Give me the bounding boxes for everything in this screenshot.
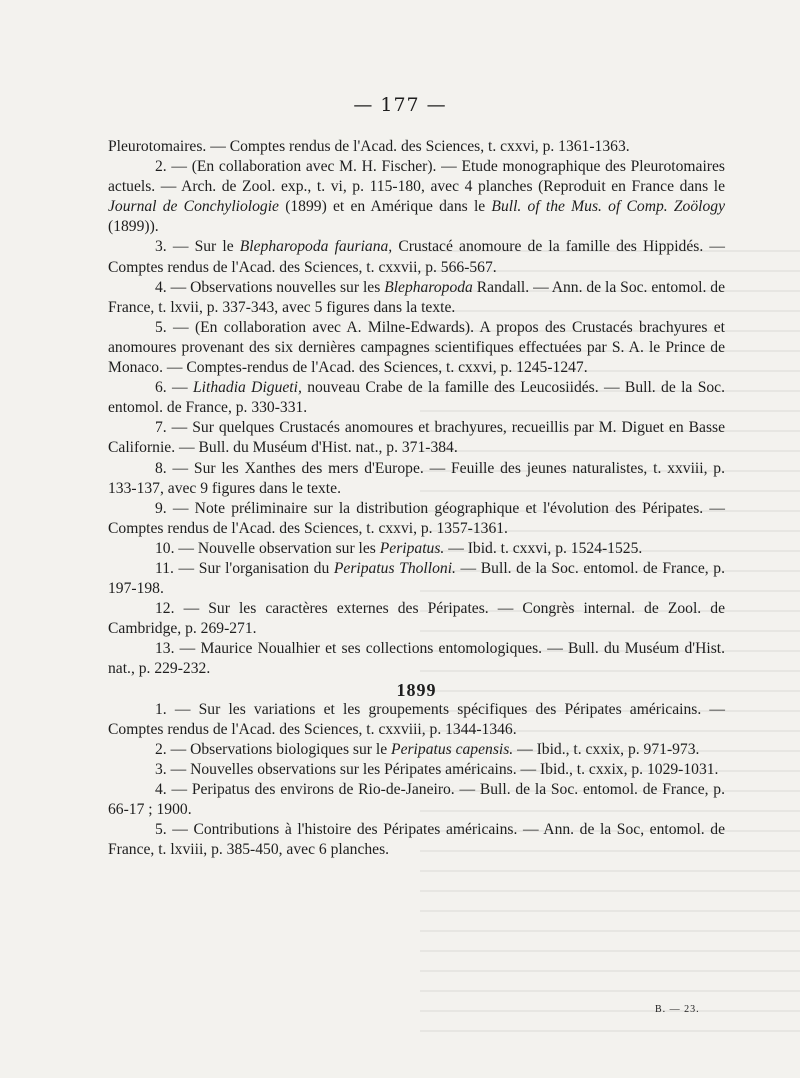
bibliography-entry [108, 137, 725, 157]
entry-text: 13. — Maurice Noualhier et ses collections entomologiques. — Bull. du Muséum d'Hist. nat., p. 229-232. [108, 640, 725, 678]
entry-text: Pleurotomaires. — Comptes rendus de l'Acad. des Sciences, t. cxxvi, p. 1361-1363. [108, 138, 630, 155]
entry-italic-title: Peripatus. [379, 539, 445, 557]
entry-italic-title: Blepharopoda [384, 278, 473, 296]
entry-italic-title: Peripatus capensis. [391, 740, 514, 758]
section-1899-entries [108, 700, 725, 861]
entry-text: Randall. — Ann. de la Soc. entomol. de France, t. lxvii, p. 337-343, avec 5 figures dans la texte. [108, 278, 726, 316]
entry-text: (1899)). [108, 218, 159, 236]
bibliography-entry [108, 539, 725, 559]
section-1898-entries [108, 137, 725, 680]
entry-italic-title: Peripatus Tholloni. [333, 559, 456, 577]
bibliography-entry [108, 780, 725, 820]
bibliography-entry [108, 599, 725, 639]
entry-italic-title: Blepharopoda fauriana, [239, 238, 393, 256]
entry-text: 1. — Sur les variations et les groupements spécifiques des Péripates américains. — Comptes rendus de l'Acad. des Sciences, t. cxxviii, p. 1344-1346. [108, 700, 725, 738]
bibliography-entry [108, 499, 725, 539]
entry-text: (1899) et en Amérique dans le [278, 198, 492, 216]
entry-italic-title: Lithadia Digueti, [192, 379, 302, 397]
bibliography-entry [108, 740, 725, 760]
entry-text: 6. — [155, 379, 193, 397]
entry-text: Crustacé anomoure de la famille des Hippidés. — Comptes rendus de l'Acad. des Sciences, t. cxxvii, p. 566-567. [108, 238, 725, 276]
signature-mark: B. — 23. [655, 1004, 700, 1015]
bibliography-entry [108, 237, 725, 277]
bibliography-entry [108, 700, 725, 740]
entry-text: nouveau Crabe de la famille des Leucosiidés. — Bull. de la Soc. entomol. de France, p. 330-331. [108, 379, 725, 417]
entry-text: 12. — Sur les caractères externes des Péripates. — Congrès internal. de Zool. de Cambridge, p. 269-271. [108, 600, 725, 638]
entry-text: — Ibid., t. cxxix, p. 971-973. [513, 740, 700, 758]
entry-text: 5. — Contributions à l'histoire des Péripates américains. — Ann. de la Soc, entomol. de France, t. lxviii, p. 385-450, avec 6 planches. [108, 821, 725, 859]
entry-text: 10. — Nouvelle observation sur les [155, 539, 380, 557]
bibliography-entry [108, 639, 725, 679]
bibliography-entry [108, 820, 725, 860]
bibliography-entry [108, 318, 725, 378]
page-number-header: — 177 — [353, 94, 447, 116]
entry-text: 11. — Sur l'organisation du [155, 559, 334, 577]
entry-text: 4. — Peripatus des environs de Rio-de-Janeiro. — Bull. de la Soc. entomol. de France, p. 66-17 ; 1900. [108, 781, 725, 819]
bibliography-entry [108, 418, 725, 458]
entry-italic-title: Bull. of the Mus. of Comp. Zoölogy [491, 198, 725, 216]
entry-text: — Bull. de la Soc. entomol. de France, p. 197-198. [108, 559, 725, 598]
entry-text: — Ibid. t. cxxvi, p. 1524-1525. [444, 539, 643, 557]
entry-text: 3. — Nouvelles observations sur les Péripates américains. — Ibid., t. cxxix, p. 1029-1031. [155, 760, 719, 778]
bibliography-entry [108, 760, 725, 780]
bibliography-entry [108, 459, 725, 499]
entry-text: 2. — (En collaboration avec M. H. Fischer). — Etude monographique des Pleurotomaires actuels. — Arch. de Zool. exp., t. vi, p. 115-180, avec 4 planches (Reproduit en France dans le [108, 158, 725, 196]
entry-text: 8. — Sur les Xanthes des mers d'Europe. — Feuille des jeunes naturalistes, t. xxviii, p. 133-137, avec 9 figures dans le texte. [108, 459, 725, 497]
entry-text: 4. — Observations nouvelles sur les [155, 278, 385, 296]
entry-text: 7. — Sur quelques Crustacés anomoures et brachyures, recueillis par M. Diguet en Basse Californie. — Bull. du Muséum d'Hist. nat., p. 371-384. [108, 419, 725, 457]
entry-italic-title: Journal de Conchyliologie [108, 198, 279, 216]
entry-text: 5. — (En collaboration avec A. Milne-Edwards). A propos des Crustacés brachyures et anomoures provenant des six dernières campagnes scientifiques effectuées par S. A. le Prince de Monaco. — Comptes-rendus de l'Acad. des Sciences, t. cxxvi, p. 1245-1247. [108, 318, 725, 377]
bibliography-body [108, 137, 725, 860]
bibliography-entry [108, 278, 725, 318]
entry-text: 3. — Sur le [155, 238, 240, 256]
bibliography-entry [108, 378, 725, 418]
entry-text: 9. — Note préliminaire sur la distribution géographique et l'évolution des Péripates. — Comptes rendus de l'Acad. des Sciences, t. cxxvi, p. 1357-1361. [108, 499, 725, 537]
bibliography-entry [108, 559, 725, 599]
year-heading: 1899 [396, 679, 437, 700]
bibliography-entry [108, 157, 725, 237]
entry-text: 2. — Observations biologiques sur le [155, 740, 392, 758]
